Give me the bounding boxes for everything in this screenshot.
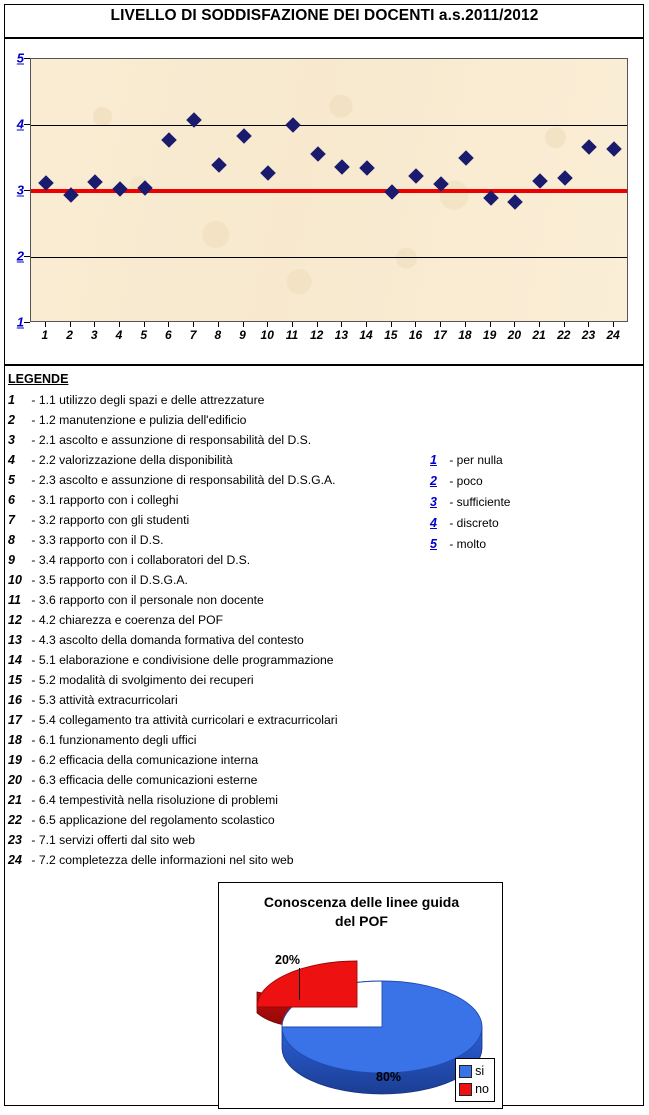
legend-item (8, 730, 428, 750)
x-axis-tickmark-18 (465, 322, 466, 327)
y-axis-tick-2: 2 (16, 248, 24, 264)
legend-item-description: - 4.3 ascolto della domanda formativa del contesto (28, 633, 304, 647)
legend-item-number: 18 (8, 733, 22, 747)
legend-item-number: 8 (8, 533, 15, 547)
x-axis-tickmark-1 (45, 322, 46, 327)
rating-scale-description: - poco (446, 474, 483, 488)
legend-item-description: - 2.3 ascolto e assunzione di responsabilità del D.S.G.A. (28, 473, 336, 487)
y-axis-tickmark-5 (24, 58, 30, 59)
y-axis-tickmark-4 (24, 124, 30, 125)
legend-item (8, 430, 428, 450)
x-axis-tick-24: 24 (606, 328, 620, 342)
legend-item-number: 20 (8, 773, 22, 787)
legend-item-description: - 6.5 applicazione del regolamento scolastico (28, 813, 275, 827)
x-axis-tick-19: 19 (482, 328, 497, 342)
pof-pie-chart (218, 882, 503, 1109)
x-axis-tickmark-16 (415, 322, 416, 327)
x-axis-tickmark-6 (168, 322, 169, 327)
data-point-14 (359, 160, 375, 176)
rating-scale-number: 5 (430, 537, 437, 551)
legend-item-description: - 6.4 tempestività nella risoluzione di problemi (28, 793, 278, 807)
x-axis-tickmark-24 (613, 322, 614, 327)
x-axis-tick-17: 17 (433, 328, 447, 342)
legend-item-number: 4 (8, 453, 15, 467)
y-axis-tickmark-1 (24, 322, 30, 323)
legend-item (8, 690, 428, 710)
pie-legend-item-si (459, 1062, 489, 1080)
legend-item-description: - 4.2 chiarezza e coerenza del POF (28, 613, 224, 627)
legend-item (8, 710, 428, 730)
x-axis-tick-13: 13 (334, 328, 349, 342)
x-axis-tick-5: 5 (140, 328, 147, 342)
x-axis-tickmark-23 (588, 322, 589, 327)
legend-item (8, 750, 428, 770)
legend-item (8, 410, 428, 430)
data-point-24 (606, 141, 622, 157)
pie-chart-title (219, 893, 504, 931)
y-axis-tickmark-2 (24, 256, 30, 257)
x-axis-tick-4: 4 (115, 328, 123, 342)
x-axis-tickmark-19 (490, 322, 491, 327)
x-axis-tickmark-8 (218, 322, 219, 327)
legend-item (8, 610, 428, 630)
x-axis-tick-18: 18 (458, 328, 472, 342)
x-axis-tick-11: 11 (285, 328, 299, 342)
legend-item (8, 810, 428, 830)
x-axis-tickmark-11 (292, 322, 293, 327)
data-point-12 (310, 146, 326, 162)
legend-item-number: 5 (8, 473, 15, 487)
legend-item (8, 450, 428, 470)
legend-heading: LEGENDE (8, 372, 69, 386)
legend-item (8, 530, 428, 550)
x-axis-tickmark-15 (391, 322, 392, 327)
legend-item-number: 10 (8, 573, 22, 587)
legend-item (8, 390, 428, 410)
legend-item-description: - 2.2 valorizzazione della disponibilità (28, 453, 233, 467)
rating-scale-description: - molto (446, 537, 487, 551)
legend-item-number: 22 (8, 813, 22, 827)
legend-item-number: 14 (8, 653, 22, 667)
legend-item-description: - 1.1 utilizzo degli spazi e delle attrezzature (28, 393, 265, 407)
legend-item (8, 490, 428, 510)
rating-scale-description: - per nulla (446, 453, 503, 467)
legend-item-description: - 6.1 funzionamento degli uffici (28, 733, 197, 747)
legend-item-description: - 5.1 elaborazione e condivisione delle programmazione (28, 653, 334, 667)
y-axis-tick-4: 4 (16, 116, 24, 132)
legend-item (8, 850, 428, 870)
legend-item-description: - 2.1 ascolto e assunzione di responsabilità del D.S. (28, 433, 312, 447)
legend-item (8, 510, 428, 530)
pie-legend-swatch-no (459, 1083, 472, 1096)
x-axis-tick-2: 2 (66, 328, 73, 342)
x-axis-tickmark-3 (94, 322, 95, 327)
y-axis-tickmark-3 (24, 190, 30, 191)
data-point-3 (87, 175, 103, 191)
y-axis-tick-3: 3 (16, 182, 24, 198)
x-axis-tick-3: 3 (90, 328, 98, 342)
legend-item-description: - 3.4 rapporto con i collaboratori del D.S. (28, 553, 251, 567)
rating-scale-description: - discreto (446, 516, 499, 530)
x-axis-tick-21: 21 (532, 328, 546, 342)
data-point-20 (508, 194, 524, 210)
rating-scale-item (430, 534, 620, 555)
legend-item (8, 590, 428, 610)
legend-item-number: 11 (8, 593, 21, 607)
x-axis-tick-12: 12 (309, 328, 324, 342)
pie-label-si: 80% (376, 1070, 402, 1084)
legend-item (8, 830, 428, 850)
legend-item (8, 650, 428, 670)
legend-item (8, 570, 428, 590)
data-point-13 (335, 159, 351, 175)
legend-item (8, 670, 428, 690)
pie-legend-label-no: no (475, 1082, 489, 1096)
data-point-16 (409, 169, 425, 185)
data-point-23 (582, 139, 598, 155)
pie-title-line1: Conoscenza delle linee guida (263, 894, 460, 910)
x-axis-tickmark-13 (341, 322, 342, 327)
rating-scale-description: - sufficiente (446, 495, 511, 509)
legend-list (8, 390, 428, 870)
legend-item-number: 16 (8, 693, 22, 707)
gridline-y-4 (31, 125, 627, 126)
y-axis-tick-5: 5 (16, 50, 24, 66)
x-axis-tickmark-5 (144, 322, 145, 327)
x-axis-tickmark-2 (70, 322, 71, 327)
x-axis-tickmark-4 (119, 322, 120, 327)
x-axis-tickmark-9 (243, 322, 244, 327)
x-axis-tick-23: 23 (581, 328, 596, 342)
data-point-10 (260, 165, 276, 181)
x-axis-tick-1: 1 (41, 328, 49, 342)
legend-item-number: 17 (8, 713, 22, 727)
data-point-4 (112, 181, 128, 197)
rating-scale-number: 3 (430, 495, 437, 509)
data-point-9 (236, 128, 252, 144)
y-axis-tick-1: 1 (16, 314, 24, 330)
legend-item-number: 12 (8, 613, 22, 627)
legend-item-number: 21 (8, 793, 22, 807)
legend-item-number: 19 (8, 753, 22, 767)
pie-slice-no-top (257, 961, 357, 1007)
scatter-plot-area (30, 58, 628, 322)
x-axis-tick-20: 20 (507, 328, 522, 342)
data-point-11 (285, 117, 301, 133)
x-axis-tick-6: 6 (165, 328, 172, 342)
data-point-21 (532, 173, 548, 189)
legend-item-number: 7 (8, 513, 15, 527)
x-axis-tick-10: 10 (260, 328, 274, 342)
legend-item-number: 1 (8, 393, 15, 407)
data-point-6 (162, 132, 178, 148)
x-axis-tick-15: 15 (384, 328, 398, 342)
x-axis-tickmark-12 (317, 322, 318, 327)
legend-item-description: - 5.3 attività extracurricolari (28, 693, 178, 707)
rating-scale-number: 1 (430, 453, 437, 467)
x-axis-tickmark-21 (539, 322, 540, 327)
legend-item-description: - 7.1 servizi offerti dal sito web (28, 833, 196, 847)
rating-scale-number: 2 (430, 474, 437, 488)
pie-leader-no (299, 968, 300, 1000)
legend-item-number: 6 (8, 493, 15, 507)
rating-scale-number: 4 (430, 516, 437, 530)
legend-item-number: 15 (8, 673, 22, 687)
divider-middle (5, 364, 643, 366)
legend-item-description: - 6.2 efficacia della comunicazione interna (28, 753, 259, 767)
x-axis-tickmark-7 (193, 322, 194, 327)
legend-item-description: - 3.2 rapporto con gli studenti (28, 513, 190, 527)
legend-item-description: - 1.2 manutenzione e pulizia dell'edificio (28, 413, 247, 427)
legend-item-number: 24 (8, 853, 22, 867)
gridline-y-2 (31, 257, 627, 258)
rating-scale-list (430, 450, 620, 555)
rating-scale-item (430, 492, 620, 513)
pie-legend-label-si: si (475, 1064, 485, 1078)
rating-scale-item (430, 471, 620, 492)
x-axis-tick-14: 14 (359, 328, 373, 342)
x-axis-tick-8: 8 (214, 328, 222, 342)
x-axis-tickmark-22 (564, 322, 565, 327)
x-axis-tick-16: 16 (408, 328, 423, 342)
legend-item-description: - 6.3 efficacia delle comunicazioni esterne (28, 773, 258, 787)
legend-item-number: 23 (8, 833, 22, 847)
legend-item (8, 550, 428, 570)
legend-item-description: - 3.5 rapporto con il D.S.G.A. (28, 573, 188, 587)
x-axis-tick-9: 9 (239, 328, 246, 342)
x-axis-tick-22: 22 (557, 328, 571, 342)
pie-legend (455, 1058, 495, 1102)
legend-item-number: 13 (8, 633, 22, 647)
legend-item-description: - 3.3 rapporto con il D.S. (28, 533, 164, 547)
legend-item-description: - 5.4 collegamento tra attività curricolari e extracurricolari (28, 713, 338, 727)
data-point-18 (458, 150, 474, 166)
data-point-8 (211, 157, 227, 173)
x-axis-tickmark-17 (440, 322, 441, 327)
data-point-22 (557, 170, 573, 186)
page-title: LIVELLO DI SODDISFAZIONE DEI DOCENTI a.s.2011/2012 (110, 7, 539, 24)
legend-item-description: - 5.2 modalità di svolgimento dei recuperi (28, 673, 254, 687)
legend-item-description: - 7.2 completezza delle informazioni nel sito web (28, 853, 294, 867)
x-axis-tickmark-10 (267, 322, 268, 327)
pie-legend-swatch-si (459, 1065, 472, 1078)
legend-item (8, 770, 428, 790)
x-axis-tickmark-14 (366, 322, 367, 327)
satisfaction-scatter-chart (0, 0, 649, 360)
data-point-5 (137, 180, 153, 196)
x-axis-tickmark-20 (514, 322, 515, 327)
x-axis-tick-7: 7 (189, 328, 197, 342)
legend-item (8, 790, 428, 810)
legend-item-number: 3 (8, 433, 15, 447)
legend-item (8, 470, 428, 490)
pie-label-no: 20% (275, 953, 301, 967)
legend-item (8, 630, 428, 650)
legend-item-description: - 3.6 rapporto con il personale non docente (28, 593, 264, 607)
rating-scale-item (430, 513, 620, 534)
pie-legend-item-no (459, 1080, 489, 1098)
legend-item-number: 9 (8, 553, 15, 567)
pie-title-line2: del POF (335, 913, 388, 929)
legend-item-number: 2 (8, 413, 15, 427)
rating-scale-item (430, 450, 620, 471)
data-point-15 (384, 185, 400, 201)
legend-item-description: - 3.1 rapporto con i colleghi (28, 493, 179, 507)
